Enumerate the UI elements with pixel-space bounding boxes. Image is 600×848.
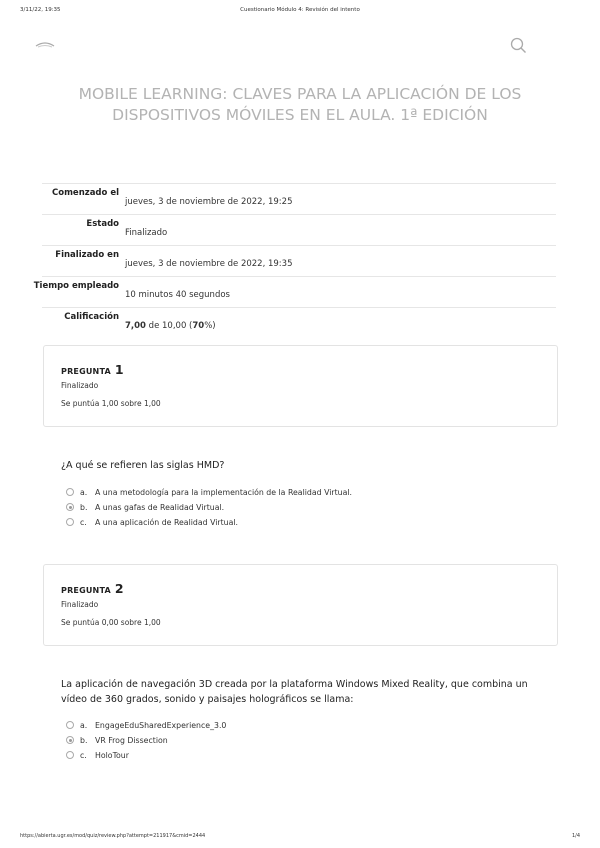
answer-text: EngageEduSharedExperience_3.0 <box>95 721 227 730</box>
question-1-state: Finalizado <box>61 381 99 390</box>
print-page-number: 1/4 <box>571 833 580 839</box>
grade-mid: de 10,00 ( <box>145 321 193 331</box>
started-label: Comenzado el <box>52 188 119 198</box>
started-value: jueves, 3 de noviembre de 2022, 19:25 <box>125 197 293 207</box>
answer-letter: b. <box>80 736 88 745</box>
question-1-answers <box>66 485 352 530</box>
question-2-answer-b[interactable] <box>66 733 226 748</box>
question-number: 1 <box>114 362 124 377</box>
radio-icon[interactable] <box>66 751 74 759</box>
grade-percent: 70 <box>192 321 205 331</box>
radio-icon[interactable] <box>66 518 74 526</box>
answer-letter: a. <box>80 721 88 730</box>
print-title: Cuestionario Módulo 4: Revisión del intento <box>240 7 360 13</box>
answer-letter: b. <box>80 503 88 512</box>
attempt-summary-table <box>33 183 556 338</box>
question-2-answer-c[interactable] <box>66 748 226 763</box>
question-2-answers <box>66 718 226 763</box>
question-2-answer-a[interactable] <box>66 718 226 733</box>
question-label: PREGUNTA <box>61 586 111 595</box>
question-1-answer-a[interactable] <box>66 485 352 500</box>
summary-row-started <box>42 183 556 214</box>
question-1-heading <box>61 362 124 377</box>
question-2-state: Finalizado <box>61 600 99 609</box>
answer-letter: a. <box>80 488 88 497</box>
finished-value: jueves, 3 de noviembre de 2022, 19:35 <box>125 259 293 269</box>
radio-checked-icon[interactable] <box>66 736 74 744</box>
answer-text: HoloTour <box>95 751 129 760</box>
answer-letter: c. <box>80 751 87 760</box>
grade-score: 7,00 <box>125 321 146 331</box>
radio-checked-icon[interactable] <box>66 503 74 511</box>
question-1-text: ¿A qué se refieren las siglas HMD? <box>61 460 225 471</box>
radio-icon[interactable] <box>66 488 74 496</box>
search-icon[interactable] <box>509 36 529 56</box>
grade-label: Calificación <box>64 312 119 322</box>
question-2-info <box>43 564 558 646</box>
summary-row-grade <box>42 307 556 338</box>
state-value: Finalizado <box>125 228 168 238</box>
summary-row-time <box>33 276 556 307</box>
summary-row-state <box>42 214 556 245</box>
answer-text: VR Frog Dissection <box>95 736 168 745</box>
question-2-heading <box>61 581 124 596</box>
grade-value <box>125 321 216 331</box>
course-title: MOBILE LEARNING: CLAVES PARA LA APLICACIÓN DE LOS DISPOSITIVOS MÓVILES EN EL AULA. 1ª EDICIÓN <box>78 85 522 124</box>
state-label: Estado <box>86 219 119 229</box>
question-2-grade: Se puntúa 0,00 sobre 1,00 <box>61 618 161 627</box>
logo-icon[interactable] <box>34 38 56 50</box>
grade-end: %) <box>204 321 216 331</box>
print-url: https://abierta.ugr.es/mod/quiz/review.php?attempt=211917&cmid=2444 <box>20 833 206 839</box>
time-value: 10 minutos 40 segundos <box>125 290 230 300</box>
question-1-answer-b[interactable] <box>66 500 352 515</box>
summary-row-finished <box>42 245 556 276</box>
radio-icon[interactable] <box>66 721 74 729</box>
question-1-info <box>43 345 558 427</box>
answer-text: A una aplicación de Realidad Virtual. <box>95 518 239 527</box>
answer-text: A unas gafas de Realidad Virtual. <box>95 503 225 512</box>
finished-label: Finalizado en <box>55 250 119 260</box>
question-1-grade: Se puntúa 1,00 sobre 1,00 <box>61 399 161 408</box>
print-date: 3/11/22, 19:35 <box>20 7 61 13</box>
time-label: Tiempo empleado <box>33 281 119 291</box>
question-number: 2 <box>114 581 124 596</box>
answer-letter: c. <box>80 518 87 527</box>
answer-text: A una metodología para la implementación de la Realidad Virtual. <box>95 488 353 497</box>
question-label: PREGUNTA <box>61 367 111 376</box>
question-2-text: La aplicación de navegación 3D creada por la plataforma Windows Mixed Reality, que combina un vídeo de 360 grados, sonido y paisajes holográficos se llama: <box>61 679 528 705</box>
question-1-answer-c[interactable] <box>66 515 352 530</box>
